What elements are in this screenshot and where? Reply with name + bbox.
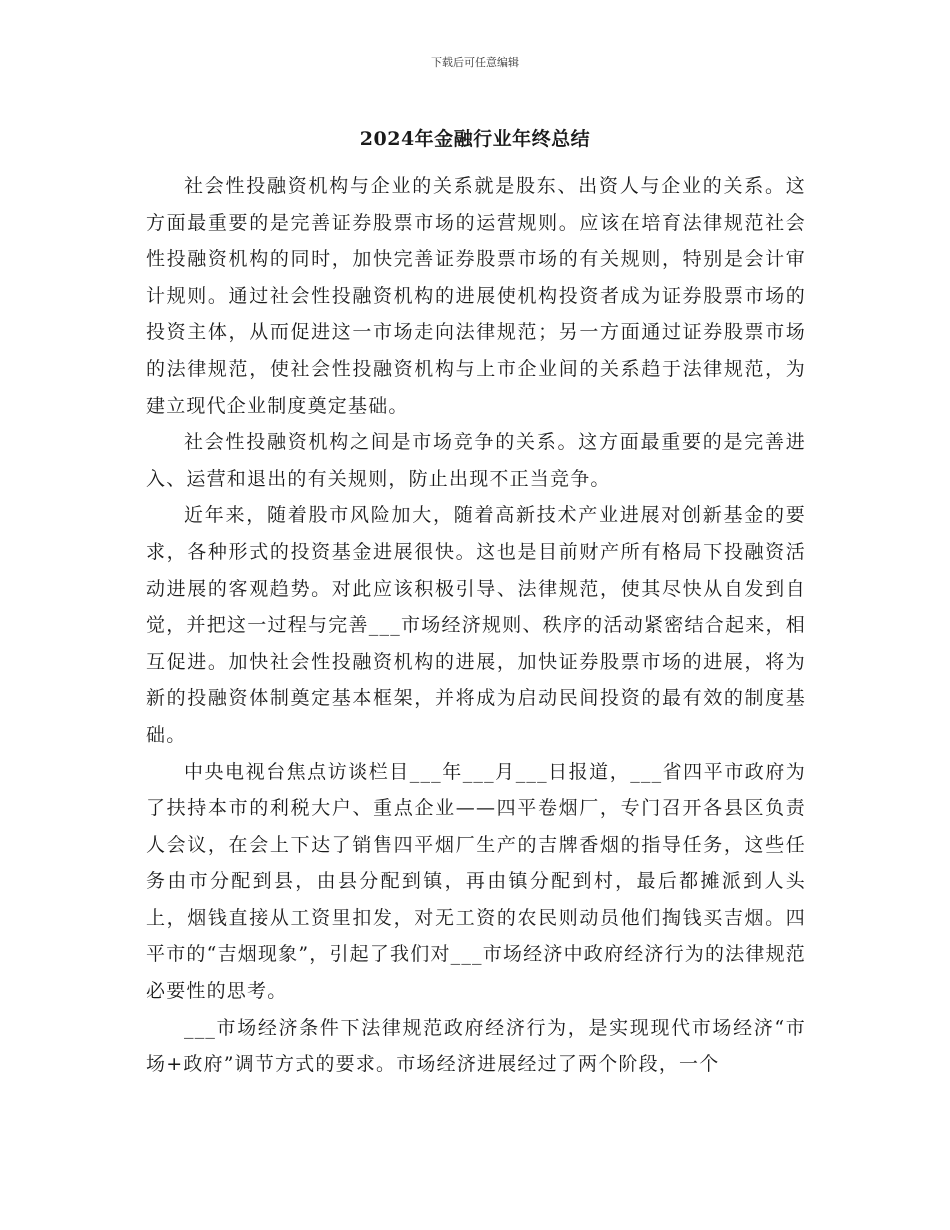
paragraph-2: 社会性投融资机构之间是市场竞争的关系。这方面最重要的是完善进入、运营和退出的有关规则，防止出现不正当竞争。 — [146, 431, 806, 490]
page-header-caption: 下载后可任意编辑 — [431, 56, 519, 69]
document-body — [146, 168, 806, 1083]
paragraph-4: 中央电视台焦点访谈栏目___年___月___日报道，___省四平市政府为了扶持本市的利税大户、重点企业——四平卷烟厂，专门召开各县区负责人会议，在会上下达了销售四平烟厂生产的吉牌香烟的指导任务，这些任务由市分配到县，由县分配到镇，再由镇分配到村，最后都摊派到人头上，烟钱直接从工资里扣发，对无工资的农民则动员他们掏钱买吉烟。四平市的“吉烟现象”，引起了我们对___市场经济中政府经济行为的法律规范必要性的思考。 — [146, 760, 806, 1003]
paragraph-5: ___市场经济条件下法律规范政府经济行为，是实现现代市场经济“市场+政府”调节方式的要求。市场经济进展经过了两个阶段，一个 — [146, 1016, 806, 1076]
paragraph-3: 近年来，随着股市风险加大，随着高新技术产业进展对创新基金的要求，各种形式的投资基金进展很快。这也是目前财产所有格局下投融资活动进展的客观趋势。对此应该积极引导、法律规范，使其尽快从自发到自觉，并把这一过程与完善___市场经济规则、秩序的活动紧密结合起来，相互促进。加快社会性投融资机构的进展，加快证券股票市场的进展，将为新的投融资体制奠定基本框架，并将成为启动民间投资的最有效的制度基础。 — [146, 504, 806, 746]
paragraph-1: 社会性投融资机构与企业的关系就是股东、出资人与企业的关系。这方面最重要的是完善证券股票市场的运营规则。应该在培育法律规范社会性投融资机构的同时，加快完善证券股票市场的有关规则，特别是会计审计规则。通过社会性投融资机构的进展使机构投资者成为证券股票市场的投资主体，从而促进这一市场走向法律规范；另一方面通过证券股票市场的法律规范，使社会性投融资机构与上市企业间的关系趋于法律规范，为建立现代企业制度奠定基础。 — [146, 175, 806, 417]
document-title: 2024年金融行业年终总结 — [359, 128, 591, 150]
